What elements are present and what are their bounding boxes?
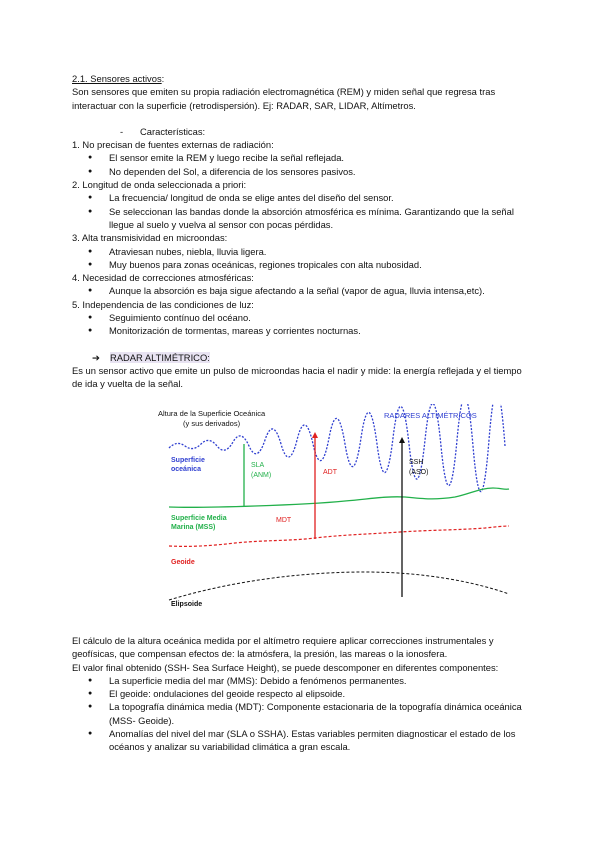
ssh-label-line1: SSH xyxy=(409,459,424,466)
feature-heading: 3. Alta transmisividad en microondas: xyxy=(72,232,228,244)
dash-marker: - xyxy=(120,125,124,137)
mss-label-line2: Marina (MSS) xyxy=(171,524,216,531)
feature-heading: 2. Longitud de onda seleccionada a priori: xyxy=(72,179,247,191)
list-item: ● No dependen del Sol, a diferencia de los sensores pasivos. xyxy=(72,165,532,178)
list-item: ● Seguimiento contínuo del océano. xyxy=(72,311,532,324)
feature-heading: 1. No precisan de fuentes externas de radiación: xyxy=(72,139,274,151)
correction-paragraph: El cálculo de la altura oceánica medida por el altímetro requiere aplicar correcciones instrumentales y geofísicas, que compensan efectos de: la atmósfera, la presión, las mareas o la ionosfera. xyxy=(72,635,494,660)
list-item: ● Muy buenos para zonas oceánicas, regiones tropicales con alta nubosidad. xyxy=(72,258,532,271)
ssh-label-line2: (ASO) xyxy=(409,469,429,476)
ssh-arrowhead xyxy=(399,437,405,443)
mdt-label: MDT xyxy=(276,517,292,524)
list-item: ● La superficie media del mar (MMS): Debido a fenómenos permanentes. xyxy=(72,674,532,687)
intro-paragraph: Son sensores que emiten su propia radiación electromagnética (REM) y miden señal que regresa tras interactuar con la superficie (retrodispersión). Ej: RADAR, SAR, LIDAR, Altímetros. xyxy=(72,86,496,111)
ocean-surface-label-line1: Superficie xyxy=(171,457,205,464)
geoid-label: Geoide xyxy=(171,559,195,566)
radar-description: Es un sensor activo que emite un pulso de microondas hacia el nadir y mide: la energía reflejada y el tiempo de ida y vuelta de la señal. xyxy=(72,364,522,390)
list-item: ● La frecuencia/ longitud de onda se elige antes del diseño del sensor. xyxy=(72,191,532,204)
sla-label-line2: (ANM) xyxy=(251,472,272,479)
list-item: ● Aunque la absorción es baja sigue afectando a la señal (vapor de agua, lluvia intensa,etc). xyxy=(72,284,532,297)
adt-label: ADT xyxy=(323,469,337,476)
list-item: ● El geoide: ondulaciones del geoide respecto al elipsoide. xyxy=(72,687,532,700)
characteristics-label: Características: xyxy=(140,125,206,137)
bottom-section xyxy=(72,634,532,754)
ellipsoid-line xyxy=(169,572,509,600)
adt-arrowhead xyxy=(312,432,318,438)
radar-title: RADAR ALTIMÉTRICO xyxy=(110,351,208,363)
diagram-heading: RADARES ALTIMÉTRICOS xyxy=(384,411,477,420)
radar-heading xyxy=(72,351,532,364)
section-title: 2.1. Sensores activos xyxy=(72,73,162,84)
mean-sea-surface-line xyxy=(169,488,509,507)
feature-list xyxy=(72,138,532,337)
geoid-line xyxy=(169,526,509,546)
arrow-right-icon: ➔ xyxy=(92,351,100,363)
feature-heading: 5. Independencia de las condiciones de luz: xyxy=(72,298,254,310)
feature-heading: 4. Necesidad de correcciones atmosféricas: xyxy=(72,272,254,284)
altimetry-diagram xyxy=(155,404,515,612)
list-item: ● Atraviesan nubes, niebla, lluvia ligera. xyxy=(72,245,532,258)
diagram-title-line1: Altura de la Superficie Oceánica xyxy=(158,409,266,418)
characteristics-heading xyxy=(72,125,532,138)
list-item: ● Monitorización de tormentas, mareas y corrientes nocturnas. xyxy=(72,324,532,337)
list-item: ● El sensor emite la REM y luego recibe la señal reflejada. xyxy=(72,151,532,164)
page-content xyxy=(72,72,532,391)
list-item: ● La topografía dinámica media (MDT): Componente estacionaria de la topografía dinámica oceánica (MSS- Geoide). xyxy=(72,700,532,727)
ssh-paragraph: El valor final obtenido (SSH- Sea Surface Height), se puede descomponer en diferentes componentes: xyxy=(72,661,499,673)
section-heading xyxy=(72,72,532,85)
ocean-surface-label-line2: oceánica xyxy=(171,466,201,473)
sla-label-line1: SLA xyxy=(251,462,265,469)
list-item: ● Se seleccionan las bandas donde la absorción atmosférica es mínima. Garantizando que la señal llegue al suelo y vuelva al sensor con pocas pérdidas. xyxy=(72,205,532,232)
ellipsoid-label: Elipsoide xyxy=(171,601,203,608)
list-item: ● Anomalías del nivel del mar (SLA o SSHA). Estas variables permiten diagnosticar el estado de los océanos y analizar su variabilidad climática a gran escala. xyxy=(72,727,532,754)
radar-title-colon: : xyxy=(207,351,210,363)
diagram-title-line2: (y sus derivados) xyxy=(183,419,241,428)
mss-label-line1: Superficie Media xyxy=(171,515,227,522)
section-title-colon: : xyxy=(161,73,165,84)
